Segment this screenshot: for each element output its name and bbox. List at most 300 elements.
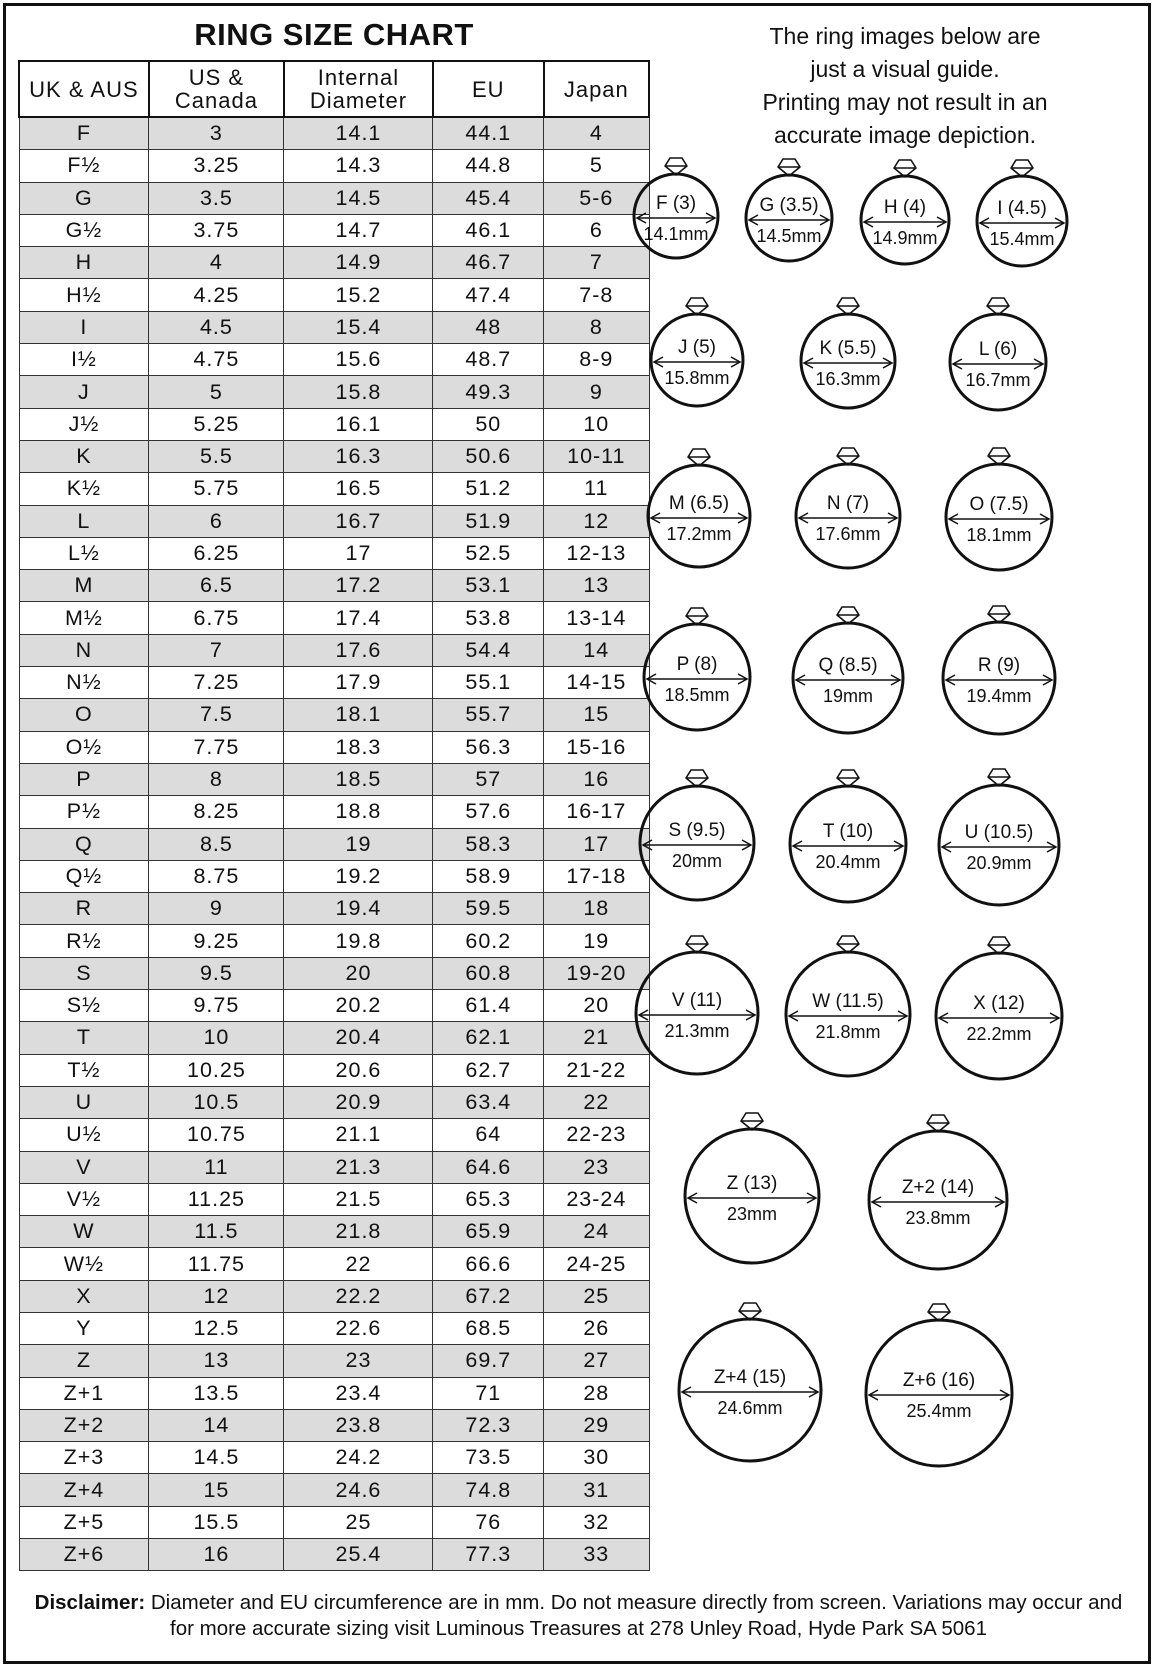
- cell-uk-aus: O: [19, 699, 149, 731]
- cell-us-canada: 3.5: [149, 182, 284, 214]
- ring-size-label: H (4): [883, 197, 927, 218]
- cell-internal-diameter: 16.1: [284, 408, 433, 440]
- cell-eu: 50.6: [433, 440, 544, 472]
- ring-diameter-label: 14.1mm: [643, 224, 709, 244]
- cell-japan: 13: [544, 570, 649, 602]
- ring-size-label: X (12): [973, 993, 1025, 1014]
- cell-us-canada: 15: [149, 1474, 284, 1506]
- ring-illustration: [936, 937, 1062, 1079]
- cell-eu: 60.8: [433, 957, 544, 989]
- gem-icon: [1011, 160, 1033, 177]
- cell-us-canada: 6: [149, 505, 284, 537]
- cell-japan: 7-8: [544, 279, 649, 311]
- cell-eu: 55.7: [433, 699, 544, 731]
- gem-icon: [686, 298, 708, 315]
- cell-internal-diameter: 15.4: [284, 311, 433, 343]
- cell-japan: 14-15: [544, 667, 649, 699]
- ring-size-label: P (8): [676, 654, 718, 675]
- ring-diameter-label: 17.6mm: [815, 524, 881, 544]
- cell-uk-aus: J½: [19, 408, 149, 440]
- cell-japan: 32: [544, 1506, 649, 1538]
- cell-eu: 53.1: [433, 570, 544, 602]
- gem-icon: [688, 449, 710, 466]
- cell-eu: 57: [433, 763, 544, 795]
- cell-uk-aus: M½: [19, 602, 149, 634]
- cell-uk-aus: Q½: [19, 860, 149, 892]
- cell-us-canada: 4.25: [149, 279, 284, 311]
- cell-uk-aus: V½: [19, 1183, 149, 1215]
- cell-japan: 11: [544, 473, 649, 505]
- cell-internal-diameter: 18.1: [284, 699, 433, 731]
- gem-icon: [928, 1304, 950, 1321]
- cell-us-canada: 11: [149, 1151, 284, 1183]
- cell-internal-diameter: 21.5: [284, 1183, 433, 1215]
- ring-size-label: K (5.5): [819, 338, 877, 359]
- cell-uk-aus: G: [19, 182, 149, 214]
- cell-uk-aus: I½: [19, 344, 149, 376]
- cell-us-canada: 5.25: [149, 408, 284, 440]
- cell-uk-aus: J: [19, 376, 149, 408]
- gem-icon: [837, 770, 859, 787]
- cell-uk-aus: O½: [19, 731, 149, 763]
- ring-illustration: [790, 770, 906, 902]
- gem-icon: [837, 448, 859, 465]
- cell-japan: 27: [544, 1345, 649, 1377]
- cell-japan: 28: [544, 1377, 649, 1409]
- cell-uk-aus: R: [19, 893, 149, 925]
- gem-icon: [686, 936, 708, 953]
- cell-japan: 19-20: [544, 957, 649, 989]
- cell-internal-diameter: 14.1: [284, 117, 433, 150]
- cell-internal-diameter: 20.2: [284, 990, 433, 1022]
- cell-japan: 22-23: [544, 1119, 649, 1151]
- cell-japan: 15-16: [544, 731, 649, 763]
- cell-japan: 12-13: [544, 537, 649, 569]
- ring-band: [936, 953, 1062, 1079]
- cell-uk-aus: W: [19, 1216, 149, 1248]
- ring-band: [685, 1129, 819, 1263]
- ring-illustration: [943, 606, 1055, 734]
- cell-uk-aus: Z+3: [19, 1442, 149, 1474]
- cell-japan: 16: [544, 763, 649, 795]
- ring-size-label: L (6): [978, 339, 1018, 360]
- cell-japan: 26: [544, 1312, 649, 1344]
- note-line: just a visual guide.: [810, 56, 1000, 82]
- ring-band: [636, 952, 758, 1074]
- cell-uk-aus: S: [19, 957, 149, 989]
- cell-uk-aus: W½: [19, 1248, 149, 1280]
- cell-japan: 17: [544, 828, 649, 860]
- cell-us-canada: 13.5: [149, 1377, 284, 1409]
- cell-internal-diameter: 22.2: [284, 1280, 433, 1312]
- ring-illustration: [679, 1303, 821, 1461]
- ring-band: [943, 622, 1055, 734]
- ring-size-label: J (5): [678, 337, 716, 358]
- cell-us-canada: 6.75: [149, 602, 284, 634]
- cell-internal-diameter: 23: [284, 1345, 433, 1377]
- cell-eu: 48.7: [433, 344, 544, 376]
- gem-icon: [837, 607, 859, 624]
- cell-internal-diameter: 18.3: [284, 731, 433, 763]
- cell-us-canada: 10.25: [149, 1054, 284, 1086]
- cell-eu: 69.7: [433, 1345, 544, 1377]
- ring-illustration: [793, 607, 903, 733]
- cell-uk-aus: F½: [19, 150, 149, 182]
- ring-diameter-label: 19mm: [822, 686, 874, 706]
- cell-eu: 71: [433, 1377, 544, 1409]
- cell-internal-diameter: 20: [284, 957, 433, 989]
- ring-band: [644, 624, 750, 730]
- cell-eu: 63.4: [433, 1086, 544, 1118]
- cell-internal-diameter: 14.9: [284, 247, 433, 279]
- cell-eu: 58.3: [433, 828, 544, 860]
- ring-band: [861, 176, 949, 264]
- disclaimer-label: Disclaimer:: [34, 1591, 146, 1614]
- cell-uk-aus: Z+1: [19, 1377, 149, 1409]
- cell-japan: 22: [544, 1086, 649, 1118]
- cell-eu: 76: [433, 1506, 544, 1538]
- ring-diameter-label: 14.9mm: [872, 228, 938, 248]
- cell-eu: 47.4: [433, 279, 544, 311]
- cell-uk-aus: H: [19, 247, 149, 279]
- cell-japan: 17-18: [544, 860, 649, 892]
- cell-internal-diameter: 23.8: [284, 1409, 433, 1441]
- cell-internal-diameter: 20.4: [284, 1022, 433, 1054]
- cell-internal-diameter: 16.3: [284, 440, 433, 472]
- ring-size-label: U (10.5): [964, 822, 1034, 843]
- cell-eu: 65.9: [433, 1216, 544, 1248]
- cell-japan: 33: [544, 1539, 649, 1571]
- ring-diameter-label: 15.8mm: [664, 368, 730, 388]
- cell-eu: 62.1: [433, 1022, 544, 1054]
- cell-us-canada: 4.5: [149, 311, 284, 343]
- cell-uk-aus: P: [19, 763, 149, 795]
- gem-icon: [686, 770, 708, 787]
- cell-us-canada: 3.75: [149, 214, 284, 246]
- ring-band: [866, 1320, 1012, 1466]
- ring-size-label: G (3.5): [759, 195, 819, 216]
- note-line: accurate image depiction.: [773, 122, 1037, 148]
- cell-eu: 57.6: [433, 796, 544, 828]
- cell-us-canada: 10.5: [149, 1086, 284, 1118]
- ring-illustration: [869, 1115, 1007, 1269]
- cell-uk-aus: Y: [19, 1312, 149, 1344]
- ring-diameter-label: 14.5mm: [756, 226, 822, 246]
- cell-us-canada: 5: [149, 376, 284, 408]
- cell-eu: 66.6: [433, 1248, 544, 1280]
- ring-illustration: [950, 298, 1046, 410]
- ring-band: [746, 175, 832, 261]
- cell-eu: 46.1: [433, 214, 544, 246]
- cell-us-canada: 7: [149, 634, 284, 666]
- gem-icon: [988, 448, 1010, 465]
- ring-illustration: [977, 160, 1067, 266]
- cell-us-canada: 7.5: [149, 699, 284, 731]
- cell-us-canada: 6.25: [149, 537, 284, 569]
- ring-band: [790, 786, 906, 902]
- cell-us-canada: 11.75: [149, 1248, 284, 1280]
- cell-us-canada: 15.5: [149, 1506, 284, 1538]
- cell-internal-diameter: 23.4: [284, 1377, 433, 1409]
- cell-uk-aus: I: [19, 311, 149, 343]
- cell-uk-aus: R½: [19, 925, 149, 957]
- ring-size-label: V (11): [671, 990, 723, 1011]
- cell-uk-aus: Z+4: [19, 1474, 149, 1506]
- cell-uk-aus: Z+5: [19, 1506, 149, 1538]
- column-header-internal-diameter: Internal Diameter: [284, 61, 433, 117]
- cell-uk-aus: K½: [19, 473, 149, 505]
- gem-icon: [741, 1113, 763, 1130]
- ring-illustration: [651, 298, 743, 406]
- cell-us-canada: 13: [149, 1345, 284, 1377]
- ring-diameter-label: 15.4mm: [989, 229, 1055, 249]
- cell-japan: 29: [544, 1409, 649, 1441]
- cell-us-canada: 8.25: [149, 796, 284, 828]
- gem-icon: [988, 606, 1010, 623]
- cell-internal-diameter: 20.9: [284, 1086, 433, 1118]
- cell-internal-diameter: 21.3: [284, 1151, 433, 1183]
- cell-internal-diameter: 16.7: [284, 505, 433, 537]
- cell-internal-diameter: 19: [284, 828, 433, 860]
- ring-illustration: [796, 448, 900, 568]
- cell-internal-diameter: 24.6: [284, 1474, 433, 1506]
- cell-uk-aus: U: [19, 1086, 149, 1118]
- cell-eu: 48: [433, 311, 544, 343]
- cell-us-canada: 9.75: [149, 990, 284, 1022]
- ring-band: [796, 464, 900, 568]
- cell-internal-diameter: 14.3: [284, 150, 433, 182]
- cell-uk-aus: X: [19, 1280, 149, 1312]
- cell-us-canada: 9.25: [149, 925, 284, 957]
- cell-japan: 24: [544, 1216, 649, 1248]
- cell-uk-aus: V: [19, 1151, 149, 1183]
- cell-eu: 51.2: [433, 473, 544, 505]
- cell-us-canada: 8.75: [149, 860, 284, 892]
- ring-illustration: [786, 936, 910, 1076]
- cell-uk-aus: N½: [19, 667, 149, 699]
- ring-band: [950, 314, 1046, 410]
- cell-eu: 53.8: [433, 602, 544, 634]
- cell-uk-aus: Z+2: [19, 1409, 149, 1441]
- cell-eu: 56.3: [433, 731, 544, 763]
- ring-size-label: Q (8.5): [818, 655, 878, 676]
- gem-icon: [894, 160, 916, 177]
- cell-eu: 77.3: [433, 1539, 544, 1571]
- cell-japan: 9: [544, 376, 649, 408]
- ring-diameter-label: 21.3mm: [664, 1021, 730, 1041]
- cell-japan: 7: [544, 247, 649, 279]
- ring-diameter-label: 23.8mm: [905, 1208, 971, 1228]
- cell-eu: 46.7: [433, 247, 544, 279]
- cell-japan: 21: [544, 1022, 649, 1054]
- cell-us-canada: 7.25: [149, 667, 284, 699]
- column-header-japan: Japan: [544, 61, 649, 117]
- cell-uk-aus: H½: [19, 279, 149, 311]
- gem-icon: [778, 159, 800, 176]
- cell-uk-aus: M: [19, 570, 149, 602]
- cell-eu: 68.5: [433, 1312, 544, 1344]
- cell-japan: 19: [544, 925, 649, 957]
- cell-us-canada: 8.5: [149, 828, 284, 860]
- cell-uk-aus: N: [19, 634, 149, 666]
- ring-diameter-label: 20.9mm: [966, 853, 1032, 873]
- cell-internal-diameter: 19.4: [284, 893, 433, 925]
- cell-us-canada: 12.5: [149, 1312, 284, 1344]
- cell-eu: 64.6: [433, 1151, 544, 1183]
- cell-internal-diameter: 17.2: [284, 570, 433, 602]
- gem-icon: [837, 298, 859, 315]
- cell-uk-aus: P½: [19, 796, 149, 828]
- cell-japan: 15: [544, 699, 649, 731]
- cell-us-canada: 12: [149, 1280, 284, 1312]
- ring-diameter-label: 16.3mm: [815, 369, 881, 389]
- ring-diameter-label: 16.7mm: [965, 370, 1031, 390]
- ring-diameter-label: 24.6mm: [717, 1398, 783, 1418]
- ring-size-label: N (7): [826, 493, 870, 514]
- cell-us-canada: 3.25: [149, 150, 284, 182]
- cell-japan: 31: [544, 1474, 649, 1506]
- cell-uk-aus: T: [19, 1022, 149, 1054]
- cell-eu: 62.7: [433, 1054, 544, 1086]
- gem-icon: [665, 158, 687, 175]
- ring-size-label: Z+6 (16): [902, 1370, 976, 1391]
- cell-japan: 21-22: [544, 1054, 649, 1086]
- cell-us-canada: 10.75: [149, 1119, 284, 1151]
- cell-uk-aus: S½: [19, 990, 149, 1022]
- cell-eu: 44.8: [433, 150, 544, 182]
- column-header-us-canada: US & Canada: [149, 61, 284, 117]
- cell-uk-aus: F: [19, 117, 149, 150]
- cell-uk-aus: K: [19, 440, 149, 472]
- cell-us-canada: 6.5: [149, 570, 284, 602]
- ring-diameter-label: 19.4mm: [966, 686, 1032, 706]
- ring-band: [648, 465, 750, 567]
- ring-illustration: [946, 448, 1052, 570]
- ring-band: [869, 1131, 1007, 1269]
- cell-eu: 59.5: [433, 893, 544, 925]
- cell-us-canada: 10: [149, 1022, 284, 1054]
- ring-size-label: S (9.5): [668, 820, 726, 841]
- ring-band: [679, 1319, 821, 1461]
- ring-size-label: T (10): [822, 821, 874, 842]
- cell-japan: 13-14: [544, 602, 649, 634]
- ring-band: [946, 464, 1052, 570]
- ring-size-label: Z+4 (15): [713, 1367, 787, 1388]
- note-line: The ring images below are: [769, 23, 1041, 49]
- cell-internal-diameter: 14.7: [284, 214, 433, 246]
- cell-japan: 16-17: [544, 796, 649, 828]
- ring-band: [640, 786, 754, 900]
- cell-japan: 25: [544, 1280, 649, 1312]
- cell-internal-diameter: 22.6: [284, 1312, 433, 1344]
- ring-size-label: F (3): [655, 193, 697, 214]
- cell-internal-diameter: 20.6: [284, 1054, 433, 1086]
- ring-illustration: [648, 449, 750, 567]
- cell-uk-aus: Z+6: [19, 1539, 149, 1571]
- cell-internal-diameter: 22: [284, 1248, 433, 1280]
- cell-eu: 67.2: [433, 1280, 544, 1312]
- gem-icon: [987, 298, 1009, 315]
- cell-internal-diameter: 18.8: [284, 796, 433, 828]
- cell-eu: 51.9: [433, 505, 544, 537]
- ring-diameter-label: 21.8mm: [815, 1022, 881, 1042]
- ring-band: [793, 623, 903, 733]
- cell-internal-diameter: 21.8: [284, 1216, 433, 1248]
- ring-band: [634, 174, 718, 258]
- ring-diameter-label: 17.2mm: [666, 524, 732, 544]
- cell-japan: 14: [544, 634, 649, 666]
- cell-uk-aus: Q: [19, 828, 149, 860]
- cell-japan: 8: [544, 311, 649, 343]
- ring-illustration: [746, 159, 832, 261]
- cell-us-canada: 3: [149, 117, 284, 150]
- ring-size-label: I (4.5): [997, 198, 1047, 219]
- cell-us-canada: 16: [149, 1539, 284, 1571]
- gem-icon: [927, 1115, 949, 1132]
- cell-japan: 30: [544, 1442, 649, 1474]
- ring-band: [786, 952, 910, 1076]
- cell-uk-aus: Z: [19, 1345, 149, 1377]
- ring-band: [939, 785, 1059, 905]
- ring-size-label: Z+2 (14): [901, 1177, 975, 1198]
- cell-us-canada: 14: [149, 1409, 284, 1441]
- cell-japan: 10-11: [544, 440, 649, 472]
- ring-size-label: M (6.5): [668, 493, 730, 514]
- gem-icon: [988, 769, 1010, 786]
- ring-illustration: [939, 769, 1059, 905]
- ring-illustration: [634, 158, 718, 258]
- cell-us-canada: 4: [149, 247, 284, 279]
- disclaimer: [20, 1590, 1137, 1642]
- cell-uk-aus: T½: [19, 1054, 149, 1086]
- cell-internal-diameter: 19.8: [284, 925, 433, 957]
- ring-illustration: [866, 1304, 1012, 1466]
- cell-internal-diameter: 18.5: [284, 763, 433, 795]
- ring-illustration: [801, 298, 895, 408]
- ring-diameter-label: 20mm: [671, 851, 723, 871]
- cell-uk-aus: L: [19, 505, 149, 537]
- cell-japan: 20: [544, 990, 649, 1022]
- cell-eu: 52.5: [433, 537, 544, 569]
- cell-eu: 54.4: [433, 634, 544, 666]
- ring-illustration: [685, 1113, 819, 1263]
- cell-us-canada: 11.25: [149, 1183, 284, 1215]
- ring-diameter-label: 20.4mm: [815, 852, 881, 872]
- ring-diameter-label: 25.4mm: [906, 1401, 972, 1421]
- cell-japan: 24-25: [544, 1248, 649, 1280]
- cell-internal-diameter: 15.6: [284, 344, 433, 376]
- cell-eu: 65.3: [433, 1183, 544, 1215]
- cell-eu: 49.3: [433, 376, 544, 408]
- cell-internal-diameter: 14.5: [284, 182, 433, 214]
- cell-eu: 50: [433, 408, 544, 440]
- cell-japan: 18: [544, 893, 649, 925]
- cell-internal-diameter: 17: [284, 537, 433, 569]
- ring-band: [651, 314, 743, 406]
- ring-band: [977, 176, 1067, 266]
- cell-japan: 8-9: [544, 344, 649, 376]
- ring-size-label: Z (13): [726, 1173, 778, 1194]
- disclaimer-text: Diameter and EU circumference are in mm. Do not measure directly from screen. Variations may occur and for more accurate sizing visit Luminous Treasures at 278 Unley Road, Hyde Park SA 5061: [150, 1591, 1123, 1640]
- cell-internal-diameter: 24.2: [284, 1442, 433, 1474]
- ring-diameter-label: 22.2mm: [966, 1024, 1032, 1044]
- cell-eu: 61.4: [433, 990, 544, 1022]
- note-line: Printing may not result in an: [762, 89, 1048, 115]
- ring-size-label: W (11.5): [812, 991, 884, 1012]
- cell-eu: 45.4: [433, 182, 544, 214]
- ring-diameter-label: 18.1mm: [966, 525, 1032, 545]
- cell-us-canada: 9: [149, 893, 284, 925]
